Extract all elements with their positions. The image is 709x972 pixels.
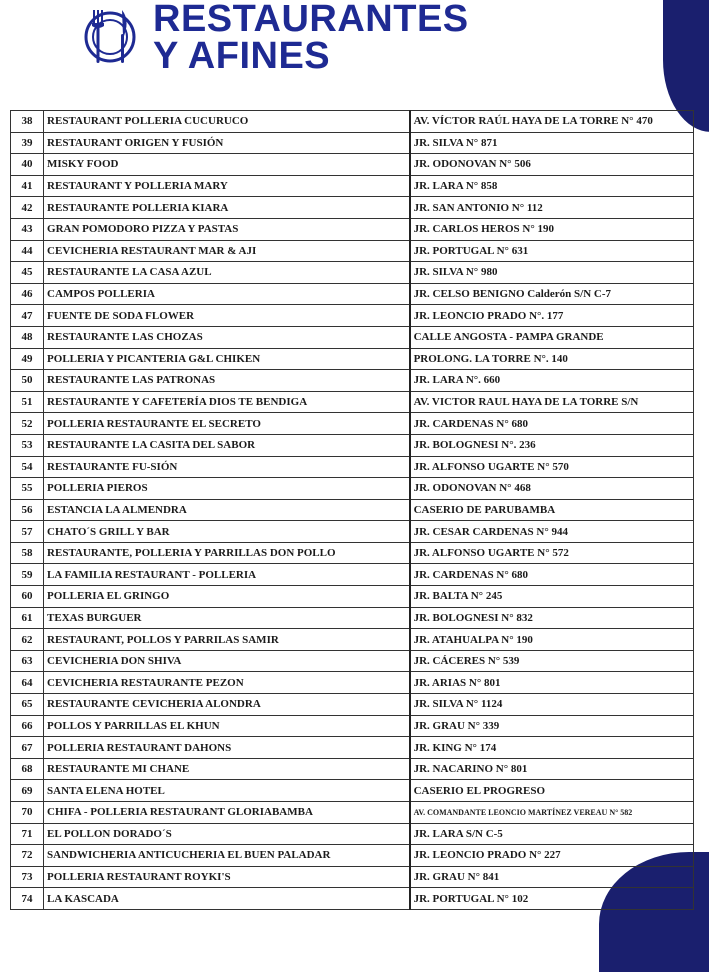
restaurant-address: JR. NACARINO N° 801: [410, 758, 694, 780]
restaurant-name: CEVICHERIA RESTAURANT MAR & AJI: [44, 240, 410, 262]
restaurant-name: POLLERIA RESTAURANT DAHONS: [44, 737, 410, 759]
table-row: [11, 132, 694, 154]
restaurant-address: JR. LARA S/N C-5: [410, 823, 694, 845]
restaurant-address: JR. BOLOGNESI N°. 236: [410, 434, 694, 456]
row-number: 44: [11, 240, 44, 262]
restaurant-name: GRAN POMODORO PIZZA Y PASTAS: [44, 218, 410, 240]
restaurant-name: POLLERIA EL GRINGO: [44, 586, 410, 608]
restaurant-address: AV. VÍCTOR RAÚL HAYA DE LA TORRE N° 470: [410, 111, 694, 133]
restaurant-name: CAMPOS POLLERIA: [44, 283, 410, 305]
table-row: [11, 802, 694, 824]
restaurant-address: JR. SILVA N° 871: [410, 132, 694, 154]
table-row: [11, 218, 694, 240]
restaurant-address: PROLONG. LA TORRE N°. 140: [410, 348, 694, 370]
row-number: 56: [11, 499, 44, 521]
table-row: [11, 845, 694, 867]
restaurant-name: TEXAS BURGUER: [44, 607, 410, 629]
restaurant-address: JR. ARIAS N° 801: [410, 672, 694, 694]
row-number: 58: [11, 542, 44, 564]
restaurant-name: RESTAURANTE POLLERIA KIARA: [44, 197, 410, 219]
row-number: 61: [11, 607, 44, 629]
restaurant-name: POLLOS Y PARRILLAS EL KHUN: [44, 715, 410, 737]
table-row: [11, 111, 694, 133]
table-row: [11, 283, 694, 305]
restaurant-address: JR. CARDENAS N° 680: [410, 413, 694, 435]
restaurant-name: RESTAURANTE CEVICHERIA ALONDRA: [44, 694, 410, 716]
restaurant-address: JR. ODONOVAN N° 506: [410, 154, 694, 176]
row-number: 73: [11, 866, 44, 888]
row-number: 71: [11, 823, 44, 845]
table-row: [11, 197, 694, 219]
table-row: [11, 823, 694, 845]
row-number: 70: [11, 802, 44, 824]
restaurant-address: JR. CARDENAS N° 680: [410, 564, 694, 586]
restaurant-address: JR. LEONCIO PRADO N°. 177: [410, 305, 694, 327]
restaurant-address: JR. CELSO BENIGNO Calderón S/N C-7: [410, 283, 694, 305]
table-row: [11, 694, 694, 716]
restaurant-address: JR. CÁCERES N° 539: [410, 650, 694, 672]
row-number: 64: [11, 672, 44, 694]
table-row: [11, 240, 694, 262]
restaurant-address: CASERIO EL PROGRESO: [410, 780, 694, 802]
row-number: 54: [11, 456, 44, 478]
table-row: [11, 154, 694, 176]
row-number: 49: [11, 348, 44, 370]
table-row: [11, 564, 694, 586]
fork-knife-plate-icon: [80, 6, 140, 66]
restaurant-address: JR. PORTUGAL N° 102: [410, 888, 694, 910]
page-title-line-2: Y AFINES: [153, 35, 331, 77]
restaurant-address: JR. SILVA N° 1124: [410, 694, 694, 716]
row-number: 74: [11, 888, 44, 910]
table-row: [11, 650, 694, 672]
restaurant-name: SANTA ELENA HOTEL: [44, 780, 410, 802]
restaurant-name: RESTAURANTE LA CASITA DEL SABOR: [44, 434, 410, 456]
row-number: 48: [11, 326, 44, 348]
table-row: [11, 370, 694, 392]
restaurant-table: [10, 110, 694, 910]
row-number: 66: [11, 715, 44, 737]
row-number: 46: [11, 283, 44, 305]
restaurant-address: CALLE ANGOSTA - PAMPA GRANDE: [410, 326, 694, 348]
restaurant-address: JR. BOLOGNESI N° 832: [410, 607, 694, 629]
row-number: 51: [11, 391, 44, 413]
table-row: [11, 866, 694, 888]
table-row: [11, 391, 694, 413]
restaurant-address: JR. ALFONSO UGARTE N° 572: [410, 542, 694, 564]
restaurant-name: FUENTE DE SODA FLOWER: [44, 305, 410, 327]
page-title: [153, 0, 469, 77]
table-row: [11, 478, 694, 500]
restaurant-name: CEVICHERIA RESTAURANTE PEZON: [44, 672, 410, 694]
row-number: 55: [11, 478, 44, 500]
table-row: [11, 607, 694, 629]
restaurant-name: RESTAURANTE FU-SIÓN: [44, 456, 410, 478]
row-number: 43: [11, 218, 44, 240]
restaurant-address: JR. CESAR CARDENAS N° 944: [410, 521, 694, 543]
row-number: 62: [11, 629, 44, 651]
restaurant-address: JR. LARA N°. 660: [410, 370, 694, 392]
restaurant-name: RESTAURANTE LAS CHOZAS: [44, 326, 410, 348]
table-row: [11, 780, 694, 802]
restaurant-name: RESTAURANT ORIGEN Y FUSIÓN: [44, 132, 410, 154]
restaurant-address: JR. GRAU N° 339: [410, 715, 694, 737]
table-row: [11, 758, 694, 780]
restaurant-name: POLLERIA Y PICANTERIA G&L CHIKEN: [44, 348, 410, 370]
row-number: 67: [11, 737, 44, 759]
restaurant-name: ESTANCIA LA ALMENDRA: [44, 499, 410, 521]
table-row: [11, 348, 694, 370]
restaurant-address: JR. SILVA N° 980: [410, 262, 694, 284]
row-number: 52: [11, 413, 44, 435]
restaurant-name: RESTAURANT POLLERIA CUCURUCO: [44, 111, 410, 133]
table-row: [11, 434, 694, 456]
table-row: [11, 521, 694, 543]
row-number: 65: [11, 694, 44, 716]
row-number: 45: [11, 262, 44, 284]
table-row: [11, 456, 694, 478]
row-number: 63: [11, 650, 44, 672]
restaurant-name: RESTAURANTE LA CASA AZUL: [44, 262, 410, 284]
restaurant-name: POLLERIA RESTAURANT ROYKI'S: [44, 866, 410, 888]
row-number: 42: [11, 197, 44, 219]
restaurant-address: JR. LARA N° 858: [410, 175, 694, 197]
page-title-line-1: RESTAURANTES: [153, 0, 469, 40]
restaurant-name: CEVICHERIA DON SHIVA: [44, 650, 410, 672]
row-number: 47: [11, 305, 44, 327]
restaurant-address: JR. ATAHUALPA N° 190: [410, 629, 694, 651]
restaurant-address: JR. KING N° 174: [410, 737, 694, 759]
restaurant-name: POLLERIA PIEROS: [44, 478, 410, 500]
restaurant-address: JR. PORTUGAL N° 631: [410, 240, 694, 262]
row-number: 50: [11, 370, 44, 392]
row-number: 59: [11, 564, 44, 586]
table-row: [11, 586, 694, 608]
restaurant-address: JR. GRAU N° 841: [410, 866, 694, 888]
restaurant-address: JR. ALFONSO UGARTE N° 570: [410, 456, 694, 478]
table-row: [11, 499, 694, 521]
restaurant-name: EL POLLON DORADO´S: [44, 823, 410, 845]
restaurant-name: RESTAURANTE LAS PATRONAS: [44, 370, 410, 392]
restaurant-name: RESTAURANT, POLLOS Y PARRILAS SAMIR: [44, 629, 410, 651]
restaurant-address: JR. LEONCIO PRADO N° 227: [410, 845, 694, 867]
row-number: 38: [11, 111, 44, 133]
table-row: [11, 175, 694, 197]
row-number: 39: [11, 132, 44, 154]
restaurant-name: LA FAMILIA RESTAURANT - POLLERIA: [44, 564, 410, 586]
table-row: [11, 715, 694, 737]
row-number: 53: [11, 434, 44, 456]
row-number: 41: [11, 175, 44, 197]
row-number: 72: [11, 845, 44, 867]
row-number: 68: [11, 758, 44, 780]
restaurant-address: AV. VICTOR RAUL HAYA DE LA TORRE S/N: [410, 391, 694, 413]
restaurant-address: JR. SAN ANTONIO N° 112: [410, 197, 694, 219]
restaurant-name: RESTAURANT Y POLLERIA MARY: [44, 175, 410, 197]
row-number: 40: [11, 154, 44, 176]
table-row: [11, 629, 694, 651]
table-row: [11, 542, 694, 564]
restaurant-name: RESTAURANTE, POLLERIA Y PARRILLAS DON POLLO: [44, 542, 410, 564]
table-row: [11, 326, 694, 348]
restaurant-name: LA KASCADA: [44, 888, 410, 910]
restaurant-name: MISKY FOOD: [44, 154, 410, 176]
table-row: [11, 262, 694, 284]
table-row: [11, 305, 694, 327]
restaurant-address: AV. COMANDANTE LEONCIO MARTÍNEZ VEREAU N° 582: [410, 802, 694, 824]
restaurant-name: CHATO´S GRILL Y BAR: [44, 521, 410, 543]
restaurant-name: POLLERIA RESTAURANTE EL SECRETO: [44, 413, 410, 435]
restaurant-address: JR. CARLOS HEROS N° 190: [410, 218, 694, 240]
restaurant-name: RESTAURANTE MI CHANE: [44, 758, 410, 780]
table-row: [11, 672, 694, 694]
restaurant-name: RESTAURANTE Y CAFETERÍA DIOS TE BENDIGA: [44, 391, 410, 413]
table-row: [11, 413, 694, 435]
restaurant-address: JR. BALTA N° 245: [410, 586, 694, 608]
row-number: 57: [11, 521, 44, 543]
restaurant-address: CASERIO DE PARUBAMBA: [410, 499, 694, 521]
row-number: 60: [11, 586, 44, 608]
restaurant-name: SANDWICHERIA ANTICUCHERIA EL BUEN PALADAR: [44, 845, 410, 867]
restaurant-name: CHIFA - POLLERIA RESTAURANT GLORIABAMBA: [44, 802, 410, 824]
restaurant-address: JR. ODONOVAN N° 468: [410, 478, 694, 500]
row-number: 69: [11, 780, 44, 802]
restaurant-table-body: [11, 111, 694, 910]
table-row: [11, 888, 694, 910]
table-row: [11, 737, 694, 759]
